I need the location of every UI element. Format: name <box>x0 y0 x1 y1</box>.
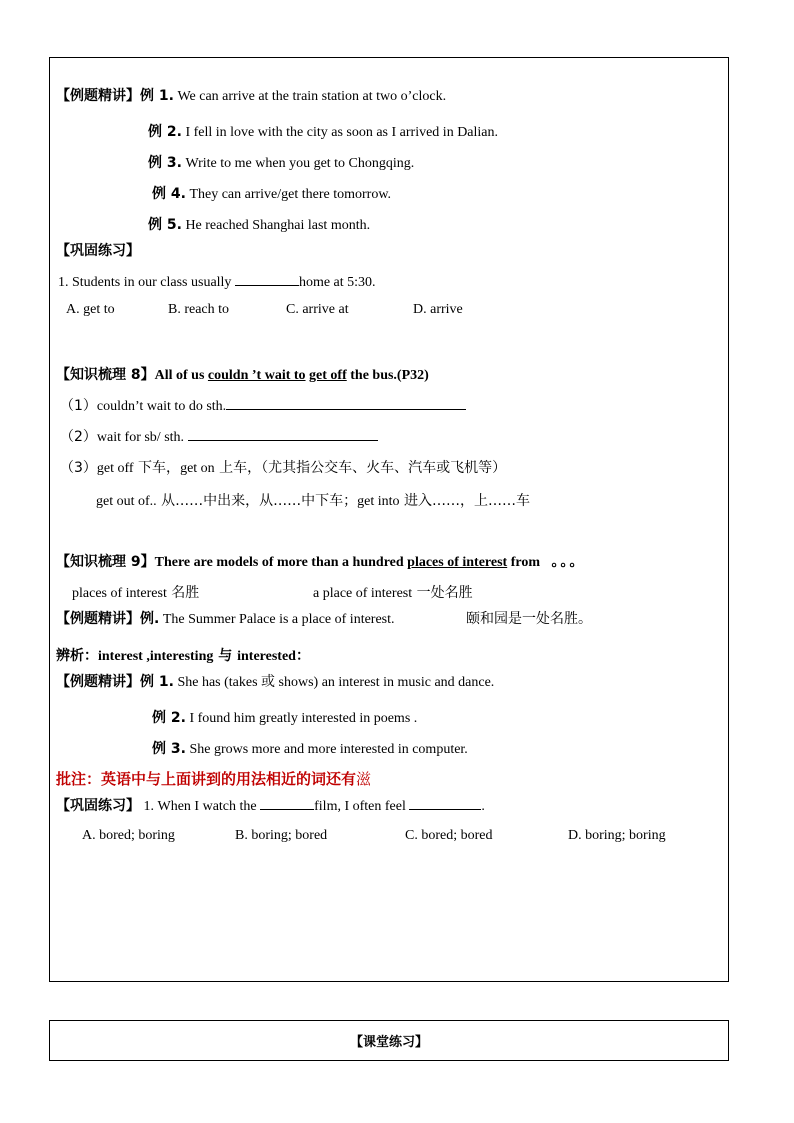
section-tag: 【知识梳理 8】 <box>56 367 155 383</box>
example-text: 或 <box>261 674 276 690</box>
example-label: 例. <box>140 611 160 627</box>
option-c[interactable]: C. bored; bored <box>405 828 493 843</box>
heading-text: interested： <box>237 649 310 664</box>
example-label: 例 1. <box>140 88 174 104</box>
example-text: shows) an interest in music and dance. <box>275 675 495 690</box>
example-label: 例 2. <box>148 124 182 140</box>
underlined-phrase: places of interest <box>407 555 508 570</box>
example-2-line-2 <box>152 709 417 728</box>
ellipsis: 。。。 <box>551 554 586 570</box>
heading-text: All of us <box>154 368 208 383</box>
knowledge-9-phrase-2 <box>313 584 473 603</box>
knowledge-8-item-3 <box>60 459 506 478</box>
example-line-4 <box>152 185 391 204</box>
example-line-5 <box>148 216 370 235</box>
note-text: 滋 <box>356 770 372 788</box>
practice-question-1 <box>58 273 376 292</box>
annotation-note <box>56 770 371 788</box>
heading-text: 与 <box>213 648 238 664</box>
example-label: 例 2. <box>152 710 186 726</box>
item-text: 进入……，上……车 <box>399 493 530 509</box>
underlined-phrase: get off <box>309 368 347 383</box>
item-text: 下车， <box>133 460 181 476</box>
section-tag: 【例题精讲】 <box>56 611 140 627</box>
example-text: They can arrive/get there tomorrow. <box>185 187 392 202</box>
question-text: 1. Students in our class usually <box>58 275 232 290</box>
item-text: get on <box>180 461 215 476</box>
section-tag: 【巩固练习】 <box>56 243 140 259</box>
heading-text: the bus.(P32) <box>346 368 429 383</box>
example-label: 例 1. <box>140 674 174 690</box>
answer-blank[interactable] <box>409 797 481 810</box>
knowledge-9-heading <box>56 553 586 572</box>
knowledge-8-item-4 <box>96 492 530 511</box>
phrase-meaning: 名胜 <box>166 585 200 601</box>
example-9-line <box>56 610 395 629</box>
item-number: （2） <box>60 429 97 445</box>
heading-text: 辨析： <box>56 648 98 664</box>
option-d[interactable]: D. boring; boring <box>568 828 666 843</box>
option-b[interactable]: B. boring; bored <box>235 828 328 843</box>
knowledge-9-phrase-1 <box>72 584 199 603</box>
answer-blank[interactable] <box>260 797 314 810</box>
item-number: （1） <box>60 398 97 414</box>
question-text: . <box>481 799 485 814</box>
practice-2-question <box>56 797 485 816</box>
heading-text: There are models of more than a hundred <box>154 555 408 570</box>
answer-blank[interactable] <box>226 397 466 410</box>
note-text: 批注：英语中与上面讲到的用法相近的词还有 <box>56 770 357 788</box>
example-label: 例 4. <box>152 186 186 202</box>
example-text: She grows more and more interested in computer. <box>185 742 468 757</box>
item-number: （3） <box>60 460 97 476</box>
option-b[interactable]: B. reach to <box>168 302 230 317</box>
question-text: 1. When I watch the <box>140 799 261 814</box>
example-text: Write to me when you get to Chongqing. <box>181 156 415 171</box>
option-c[interactable]: C. arrive at <box>286 302 349 317</box>
example-label: 例 3. <box>152 741 186 757</box>
practice-heading <box>56 242 140 261</box>
example-line-3 <box>148 154 414 173</box>
example-text: We can arrive at the train station at two o’clock. <box>173 89 447 104</box>
heading-text: interest ,interesting <box>98 649 214 664</box>
item-text: get off <box>96 461 134 476</box>
example-text: He reached Shanghai last month. <box>181 218 371 233</box>
distinction-heading <box>56 647 310 666</box>
example-2-line-3 <box>152 740 468 759</box>
option-a[interactable]: A. bored; boring <box>82 828 175 843</box>
example-text: I found him greatly interested in poems . <box>185 711 418 726</box>
section-tag: 【例题精讲】 <box>56 88 140 104</box>
example-text: The Summer Palace is a place of interest. <box>159 612 395 627</box>
example-label: 例 5. <box>148 217 182 233</box>
section-tag: 【知识梳理 9】 <box>56 554 155 570</box>
item-text: get out of.. <box>96 494 157 509</box>
example-9-translation: 颐和园是一处名胜。 <box>466 611 592 627</box>
answer-blank[interactable] <box>188 428 378 441</box>
section-tag: 【巩固练习】 <box>56 798 140 814</box>
section-tag: 【例题精讲】 <box>56 674 140 690</box>
question-text: home at 5:30. <box>298 275 376 290</box>
item-text: wait for sb/ sth. <box>96 430 185 445</box>
question-text: film, I often feel <box>314 799 410 814</box>
example-line-2 <box>148 123 498 142</box>
item-text: 从……中出来，从……中下车； <box>156 493 358 509</box>
classroom-practice-box <box>49 1020 729 1061</box>
heading-text: from <box>507 555 541 570</box>
knowledge-8-item-2 <box>60 428 378 447</box>
knowledge-8-item-1 <box>60 397 466 416</box>
item-text: couldn’t wait to do sth. <box>96 399 227 414</box>
classroom-practice-title: 【课堂练习】 <box>349 1035 428 1050</box>
phrase-meaning: 一处名胜 <box>412 585 473 601</box>
example-line-1 <box>56 87 446 106</box>
example-text: She has (takes <box>173 675 262 690</box>
item-text: 上车，（尤其指公交车、火车、汽车或飞机等） <box>214 460 507 476</box>
option-a[interactable]: A. get to <box>66 302 115 317</box>
knowledge-8-heading <box>56 366 429 385</box>
underlined-phrase: couldn ’t wait to <box>207 368 306 383</box>
example-label: 例 3. <box>148 155 182 171</box>
item-text: get into <box>357 494 400 509</box>
phrase-text: places of interest <box>72 586 167 601</box>
example-2-line-1 <box>56 673 494 692</box>
example-text: I fell in love with the city as soon as I arrived in Dalian. <box>181 125 499 140</box>
answer-blank[interactable] <box>235 273 299 286</box>
option-d[interactable]: D. arrive <box>413 302 463 317</box>
phrase-text: a place of interest <box>313 586 413 601</box>
